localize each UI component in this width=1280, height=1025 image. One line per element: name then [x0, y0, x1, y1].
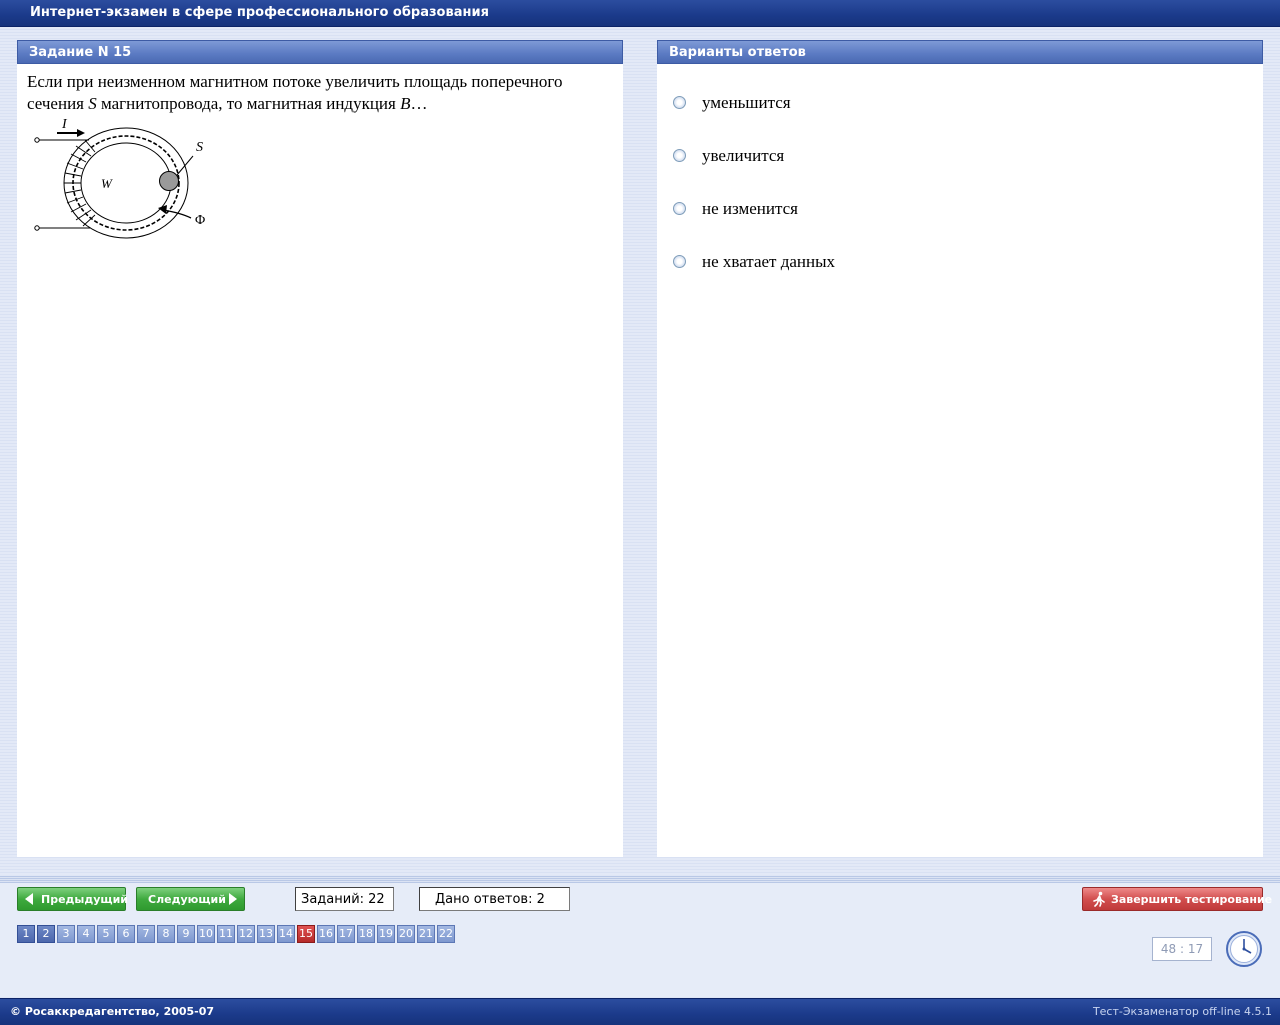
task-panel-header: [17, 40, 623, 64]
tasks-count-box: [295, 887, 394, 911]
bottom-divider: [0, 876, 1280, 883]
answers-panel: [657, 40, 1263, 857]
answer-label[interactable]: не хватает данных: [702, 252, 836, 271]
arrow-left-icon: [25, 893, 33, 905]
running-man-icon: [1091, 891, 1107, 907]
page-button-19[interactable]: 19: [377, 925, 395, 943]
finish-label: Завершить тестирование: [1111, 893, 1273, 906]
page-button-20[interactable]: 20: [397, 925, 415, 943]
page-button-13[interactable]: 13: [257, 925, 275, 943]
page-button-11[interactable]: 11: [217, 925, 235, 943]
timer-display: 48 : 17: [1152, 937, 1212, 961]
version: Тест-Экзаменатор off-line 4.5.1: [1092, 1005, 1272, 1018]
next-label: Следующий: [148, 893, 226, 906]
page-button-15[interactable]: 15: [297, 925, 315, 943]
page-button-21[interactable]: 21: [417, 925, 435, 943]
clock-icon: [1225, 930, 1263, 968]
page-button-7[interactable]: 7: [137, 925, 155, 943]
previous-button[interactable]: [17, 887, 129, 911]
page-button-16[interactable]: 16: [317, 925, 335, 943]
answers-given: Дано ответов: 2: [435, 892, 545, 907]
task-title: Задание N 15: [29, 45, 132, 60]
answer-label[interactable]: увеличится: [702, 146, 785, 165]
copyright: © Росаккредагентство, 2005-07: [10, 1005, 215, 1018]
page-button-17[interactable]: 17: [337, 925, 355, 943]
radio-button[interactable]: [673, 202, 686, 215]
page-button-5[interactable]: 5: [97, 925, 115, 943]
answers-title: Варианты ответов: [669, 45, 806, 60]
arrow-right-icon: [229, 893, 237, 905]
previous-label: Предыдущий: [41, 893, 129, 906]
label-current: I: [62, 118, 67, 132]
page-button-8[interactable]: 8: [157, 925, 175, 943]
page-button-10[interactable]: 10: [197, 925, 215, 943]
page-button-14[interactable]: 14: [277, 925, 295, 943]
label-winding: W: [101, 176, 112, 191]
radio-button[interactable]: [673, 149, 686, 162]
answers-given-box: [419, 887, 570, 911]
finish-test-button[interactable]: [1082, 887, 1273, 911]
title-bar: [0, 0, 1280, 27]
answer-label[interactable]: не изменится: [702, 199, 798, 218]
page-button-3[interactable]: 3: [57, 925, 75, 943]
magnetic-circuit-figure: [31, 118, 221, 243]
next-button[interactable]: [136, 887, 245, 911]
page-button-9[interactable]: 9: [177, 925, 195, 943]
page-button-12[interactable]: 12: [237, 925, 255, 943]
page-button-4[interactable]: 4: [77, 925, 95, 943]
radio-button[interactable]: [673, 255, 686, 268]
question-text: Если при неизменном магнитном потоке увеличить площадь поперечного сечения S магнитопровода, то магнитная индукция B…: [27, 72, 563, 113]
page-button-18[interactable]: 18: [357, 925, 375, 943]
task-panel: [17, 40, 623, 857]
radio-button[interactable]: [673, 96, 686, 109]
app-title: Интернет-экзамен в сфере профессионального образования: [30, 5, 489, 20]
tasks-count: Заданий: 22: [301, 892, 385, 907]
status-bar: [0, 998, 1280, 1025]
page-button-2[interactable]: 2: [37, 925, 55, 943]
page-button-1[interactable]: 1: [17, 925, 35, 943]
answers-panel-header: [657, 40, 1263, 64]
var-s: S: [88, 94, 97, 113]
page-button-22[interactable]: 22: [437, 925, 455, 943]
var-b: B: [400, 94, 411, 113]
page-button-6[interactable]: 6: [117, 925, 135, 943]
label-area: S: [196, 140, 203, 155]
label-flux: Φ: [195, 213, 206, 228]
answer-label[interactable]: уменьшится: [702, 93, 791, 112]
